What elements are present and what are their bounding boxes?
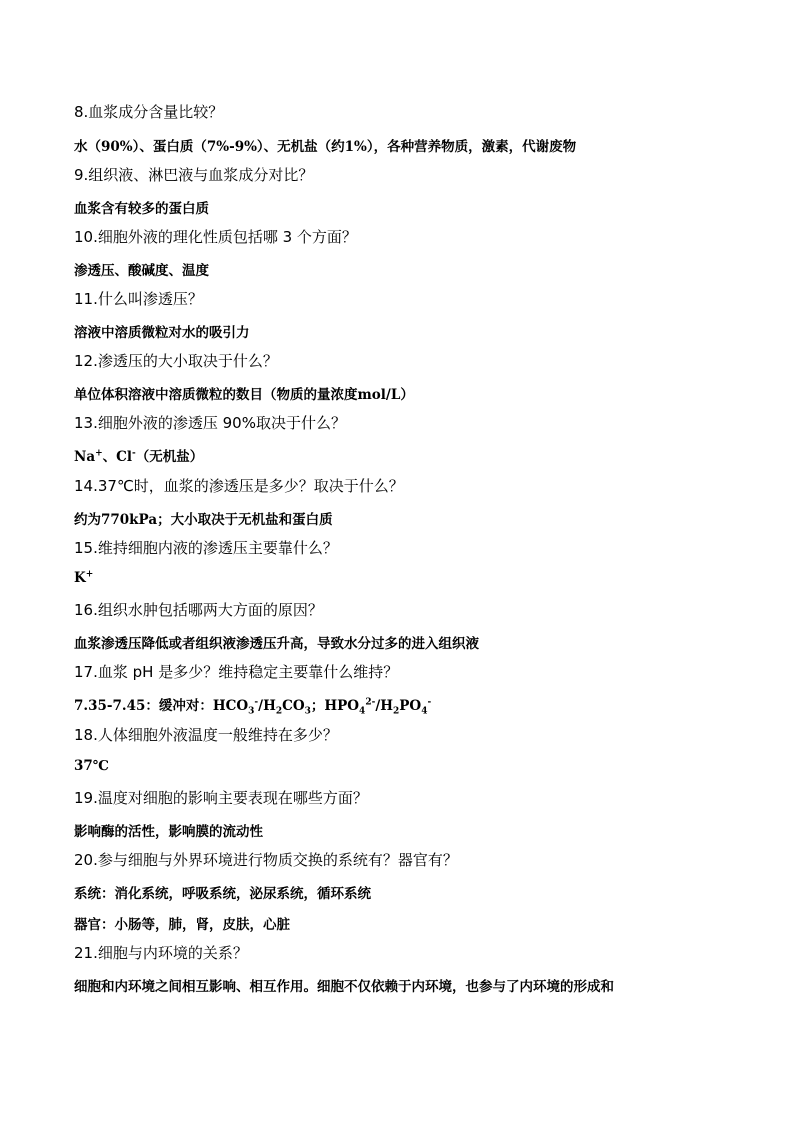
superscript: + [85,569,94,580]
question-13: 13.细胞外液的渗透压 90%取决于什么？ [74,414,346,432]
subscript: 4 [359,706,366,717]
answer-17-text: /H [375,698,393,714]
answer-17-text: PO [399,698,422,714]
answer-20-systems: 系统：消化系统，呼吸系统，泌尿系统，循环系统 [74,886,371,902]
answer-17-text: /H [258,698,276,714]
superscript: 2- [365,697,376,708]
answer-16: 血浆渗透压降低或者组织液渗透压升高，导致水分过多的进入组织液 [74,636,479,652]
question-15: 15.维持细胞内液的渗透压主要靠什么？ [74,539,338,557]
question-17: 17.血浆 pH 是多少？维持稳定主要靠什么维持？ [74,663,399,681]
answer-17-text: CO [282,698,305,714]
question-11: 11.什么叫渗透压？ [74,290,203,308]
superscript: - [254,697,259,708]
subscript: 2 [275,706,283,717]
question-16: 16.组织水肿包括哪两大方面的原因？ [74,601,323,619]
question-10: 10.细胞外液的理化性质包括哪 3 个方面？ [74,228,357,246]
answer-11: 溶液中溶质微粒对水的吸引力 [74,325,250,341]
question-19: 19.温度对细胞的影响主要表现在哪些方面？ [74,789,368,807]
answer-19: 影响酶的活性，影响膜的流动性 [74,824,263,840]
answer-20-organs: 器官：小肠等，肺，肾，皮肤，心脏 [74,917,290,933]
answer-13 [74,445,203,465]
superscript: - [427,697,432,708]
subscript: 2 [393,706,400,717]
question-14: 14.37℃时，血浆的渗透压是多少？取决于什么？ [74,477,404,495]
answer-15-text: K [74,570,86,586]
answer-13-text: 、Cl [102,449,133,465]
superscript: - [132,448,136,459]
answer-17-text: 7.35-7.45：缓冲对：HCO [74,698,249,714]
question-8: 8.血浆成分含量比较？ [74,103,224,121]
answer-18: 37℃ [74,758,109,774]
subscript: 3 [248,706,255,717]
answer-13-text: Na [74,449,96,465]
answer-10: 渗透压、酸碱度、温度 [74,263,209,279]
answer-21: 细胞和内环境之间相互影响、相互作用。细胞不仅依赖于内环境，也参与了内环境的形成和 [74,979,614,995]
answer-13-text: （无机盐） [135,449,204,465]
question-18: 18.人体细胞外液温度一般维持在多少？ [74,726,338,744]
answer-14: 约为770kPa；大小取决于无机盐和蛋白质 [74,512,333,528]
question-20: 20.参与细胞与外界环境进行物质交换的系统有？器官有？ [74,851,458,869]
answer-17-text: ；HPO [310,698,360,714]
answer-9: 血浆含有较多的蛋白质 [74,201,209,217]
question-9: 9.组织液、淋巴液与血浆成分对比？ [74,166,314,184]
subscript: 3 [304,706,311,717]
question-21: 21.细胞与内环境的关系？ [74,944,248,962]
answer-12: 单位体积溶液中溶质微粒的数目（物质的量浓度mol/L） [74,387,414,403]
superscript: + [95,448,103,459]
question-12: 12.渗透压的大小取决于什么？ [74,352,278,370]
answer-15 [74,570,93,586]
answer-17 [74,694,432,717]
subscript: 4 [421,706,428,717]
answer-8: 水（90%）、蛋白质（7%-9%）、无机盐（约1%），各种营养物质，激素，代谢废物 [74,139,577,155]
